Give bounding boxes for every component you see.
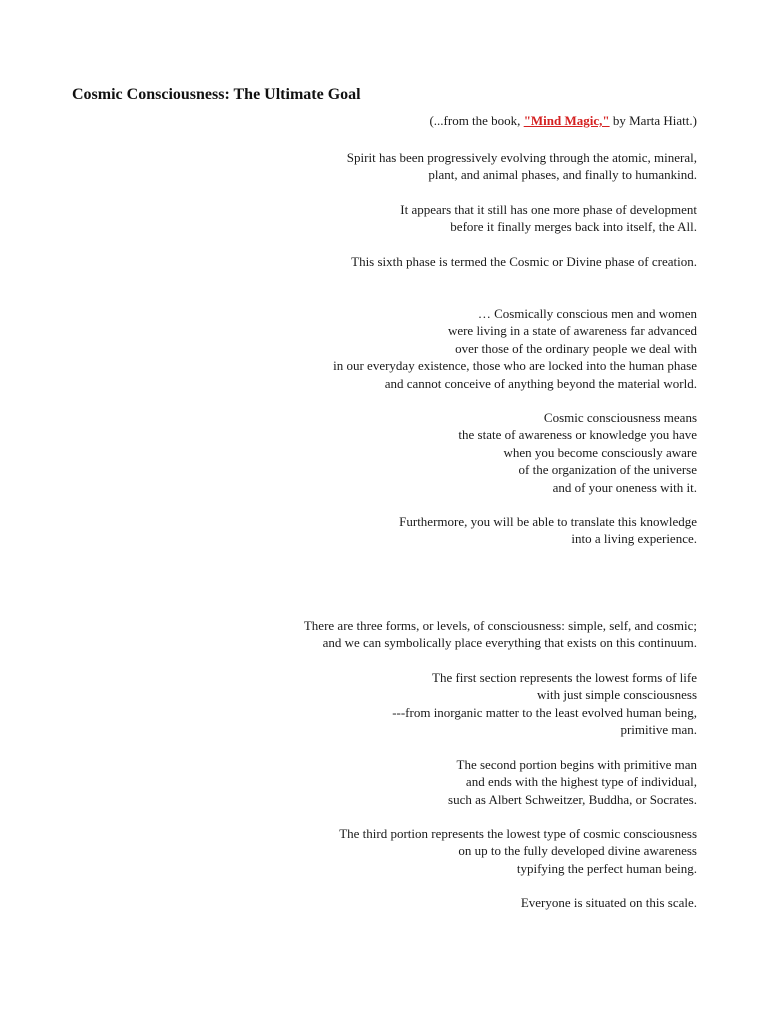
paragraph-line: when you become consciously aware [503, 444, 697, 460]
page-title: Cosmic Consciousness: The Ultimate Goal [72, 86, 361, 103]
paragraph-line: typifying the perfect human being. [516, 860, 697, 876]
book-title-link[interactable]: "Mind Magic," [523, 113, 610, 128]
paragraph-spirit-evolution [137, 149, 697, 184]
paragraph-line: over those of the ordinary people we deal with [455, 340, 697, 356]
paragraph-line: The third portion represents the lowest type of cosmic consciousness [339, 826, 697, 841]
paragraph-line: were living in a state of awareness far advanced [447, 323, 697, 339]
paragraph-line: Everyone is situated on this scale. [520, 895, 697, 910]
byline-prefix: (...from the book, [429, 113, 524, 128]
paragraph-line: Furthermore, you will be able to translate this knowledge [399, 514, 697, 529]
paragraph-line: The second portion begins with primitive man [456, 757, 697, 772]
paragraph-line: ---from inorganic matter to the least evolved human being, [392, 704, 697, 720]
paragraph-everyone-scale [137, 894, 697, 911]
paragraph-line: with just simple consciousness [537, 687, 697, 703]
paragraph-three-forms [137, 617, 697, 652]
paragraph-line: and ends with the highest type of individual, [465, 774, 697, 790]
paragraph-second-portion [137, 756, 697, 808]
paragraph-line: The first section represents the lowest forms of life [432, 670, 697, 685]
paragraph-line: in our everyday existence, those who are locked into the human phase [333, 358, 697, 374]
paragraph-line: and we can symbolically place everything that exists on this continuum. [322, 635, 697, 651]
paragraph-line: Spirit has been progressively evolving through the atomic, mineral, [346, 150, 697, 165]
paragraph-third-portion [137, 825, 697, 877]
source-byline [429, 113, 697, 129]
paragraph-line: primitive man. [620, 722, 697, 738]
paragraph-line: and of your oneness with it. [552, 479, 697, 495]
paragraph-cosmic-consciousness-means [137, 409, 697, 496]
paragraph-line: such as Albert Schweitzer, Buddha, or Socrates. [448, 791, 697, 807]
paragraph-line: into a living experience. [571, 531, 697, 547]
paragraph-line: on up to the fully developed divine awareness [458, 843, 697, 859]
paragraph-line: plant, and animal phases, and finally to humankind. [428, 167, 697, 183]
paragraph-line: Cosmic consciousness means [543, 410, 697, 425]
byline-suffix: by Marta Hiatt.) [609, 113, 697, 128]
paragraph-line: It appears that it still has one more phase of development [400, 202, 697, 217]
paragraph-one-more-phase [137, 201, 697, 236]
paragraph-line: … Cosmically conscious men and women [477, 306, 697, 321]
paragraph-line: This sixth phase is termed the Cosmic or Divine phase of creation. [351, 254, 697, 269]
paragraph-first-section [137, 669, 697, 739]
paragraph-line: of the organization of the universe [518, 462, 697, 478]
paragraph-cosmically-conscious [137, 305, 697, 392]
paragraph-line: before it finally merges back into itself, the All. [450, 219, 697, 235]
paragraph-line: and cannot conceive of anything beyond the material world. [384, 375, 697, 391]
paragraph-line: the state of awareness or knowledge you have [458, 427, 697, 443]
paragraph-line: There are three forms, or levels, of consciousness: simple, self, and cosmic; [303, 618, 697, 633]
paragraph-sixth-phase [137, 253, 697, 270]
paragraph-living-experience [137, 513, 697, 548]
